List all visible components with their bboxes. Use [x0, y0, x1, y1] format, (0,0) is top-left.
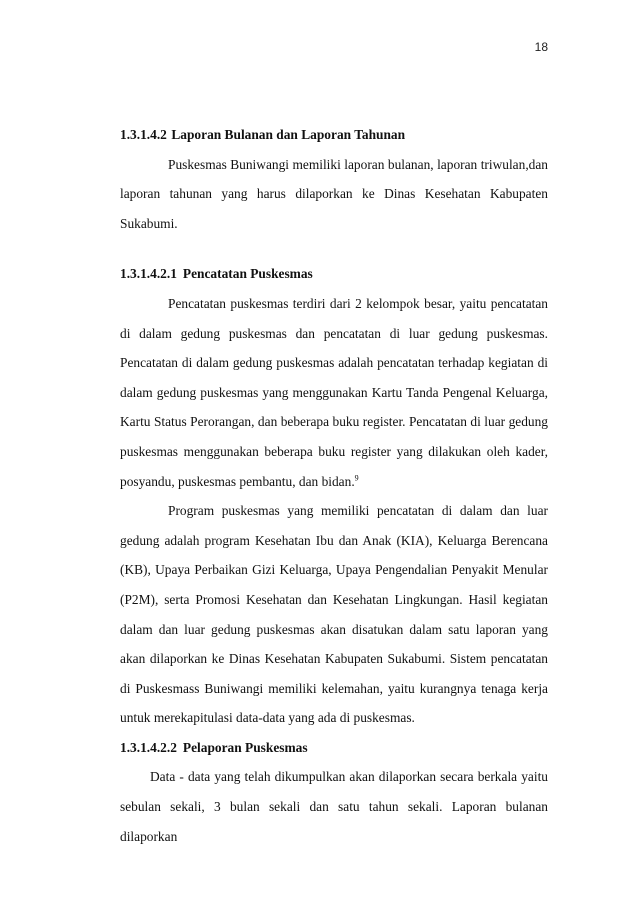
section-title: Pelaporan Puskesmas: [182, 739, 308, 755]
paragraph-laporan: Puskesmas Buniwangi memiliki laporan bulanan, laporan triwulan,dan laporan tahunan yang harus dilaporkan ke Dinas Kesehatan Kabupaten Sukabumi.: [120, 156, 548, 231]
page-number: 18: [534, 40, 548, 54]
section-number: 1.3.1.4.2.1: [120, 266, 177, 282]
spacer: [120, 238, 548, 259]
paragraph-pencatatan-1: [120, 289, 548, 496]
document-body: [120, 120, 548, 851]
section-number: 1.3.1.4.2.2: [120, 739, 177, 755]
section-number: 1.3.1.4.2: [120, 127, 167, 142]
section-heading-pencatatan: [120, 259, 548, 289]
paragraph-pelaporan: Data - data yang telah dikumpulkan akan dilaporkan secara berkala yaitu sebulan sekali, 3 bulan sekali dan satu tahun sekali. Laporan bulanan dilaporkan: [120, 769, 548, 844]
section-title: Pencatatan Puskesmas: [182, 266, 313, 282]
paragraph-text: Pencatatan puskesmas terdiri dari 2 kelompok besar, yaitu pencatatan di dalam gedung puskesmas dan pencatatan di luar gedung puskesmas. Pencatatan di dalam gedung puskesmas adalah pencatatan terhadap kegiatan di dalam gedung puskesmas yang menggunakan Kartu Tanda Pengenal Keluarga, Kartu Status Perorangan, dan beberapa buku register. Pencatatan di luar gedung puskesmas menggunakan beberapa buku register yang dilakukan oleh kader, posyandu, puskesmas pembantu, dan bidan.: [120, 295, 548, 489]
paragraph-pencatatan-2: Program puskesmas yang memiliki pencatatan di dalam dan luar gedung adalah program Kesehatan Ibu dan Anak (KIA), Keluarga Berencana (KB), Upaya Perbaikan Gizi Keluarga, Upaya Pengendalian Penyakit Menular (P2M), serta Promosi Kesehatan dan Kesehatan Lingkungan. Hasil kegiatan dalam dan luar gedung puskesmas akan disatukan dalam satu laporan yang akan dilaporkan ke Dinas Kesehatan Kabupaten Sukabumi. Sistem pencatatan di Puskesmass Buniwangi memiliki kelemahan, yaitu kurangnya tenaga kerja untuk merekapitulasi data-data yang ada di puskesmas.: [120, 503, 548, 726]
section-title: Laporan Bulanan dan Laporan Tahunan: [171, 127, 406, 142]
section-heading-laporan: [120, 120, 548, 150]
section-heading-pelaporan: [120, 733, 548, 763]
footnote-reference: 9: [354, 473, 359, 483]
